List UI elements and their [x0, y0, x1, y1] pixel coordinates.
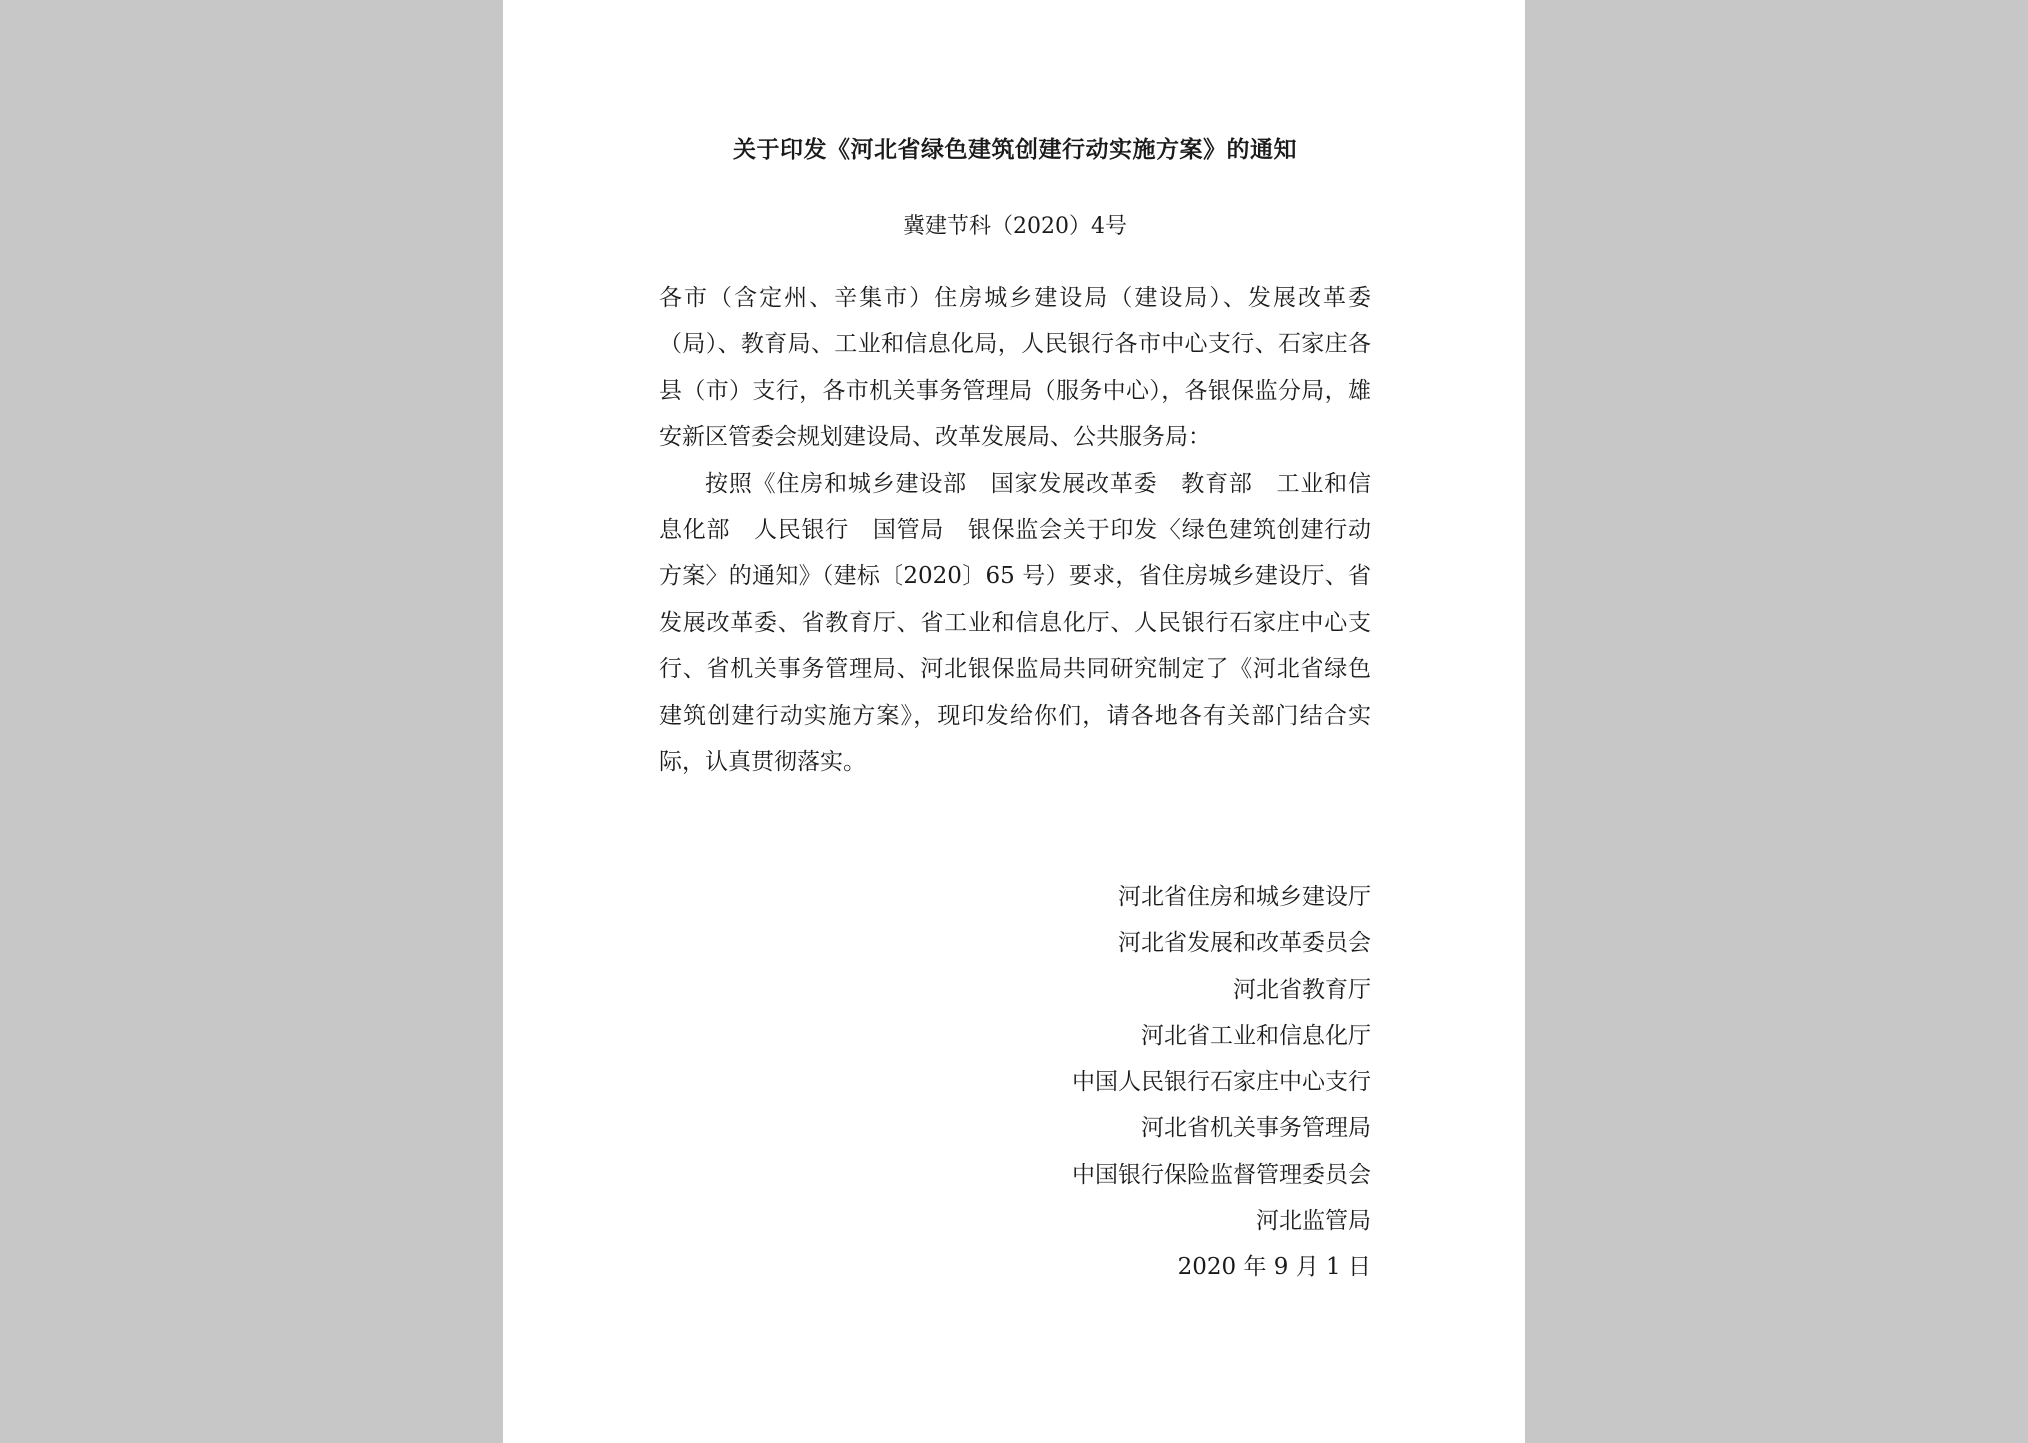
document-number: 冀建节科（2020）4号 — [903, 214, 1127, 239]
signatory-line: 中国银行保险监督管理委员会 — [1072, 1161, 1371, 1188]
signatory-line: 河北省发展和改革委员会 — [1118, 930, 1371, 957]
signatory-line: 河北省教育厅 — [1233, 976, 1371, 1003]
document-body — [659, 275, 1371, 785]
document-title: 关于印发《河北省绿色建筑创建行动实施方案》的通知 — [733, 136, 1297, 163]
signatory-line: 中国人民银行石家庄中心支行 — [1072, 1069, 1371, 1096]
main-paragraph: 按照《住房和城乡建设部 国家发展改革委 教育部 工业和信息化部 人民银行 国管局 银保监会关于印发〈绿色建筑创建行动方案〉的通知》（建标〔2020〕65 号）要求，省住房城乡建设厅、省发展改革委、省教育厅、省工业和信息化厅、人民银行石家庄中心支行、省机关事务管理局、河北银保监局共同研究制定了《河北省绿色建筑创建行动实施方案》，现印发给你们，请各地各有关部门结合实际，认真贯彻落实。 — [659, 470, 1371, 776]
signatory-line: 河北省住房和城乡建设厅 — [1118, 884, 1371, 910]
signatory-line: 河北监管局 — [1256, 1208, 1371, 1235]
signatory-line: 河北省工业和信息化厅 — [1141, 1022, 1371, 1049]
document-page — [503, 0, 1525, 1443]
addressee-paragraph: 各市（含定州、辛集市）住房城乡建设局（建设局）、发展改革委（局）、教育局、工业和信息化局，人民银行各市中心支行、石家庄各县（市）支行，各市机关事务管理局（服务中心），各银保监分局，雄安新区管委会规划建设局、改革发展局、公共服务局： — [659, 285, 1371, 451]
document-date: 2020 年 9 月 1 日 — [1177, 1254, 1371, 1281]
signature-block — [659, 874, 1371, 1291]
signatory-line: 河北省机关事务管理局 — [1141, 1115, 1371, 1142]
